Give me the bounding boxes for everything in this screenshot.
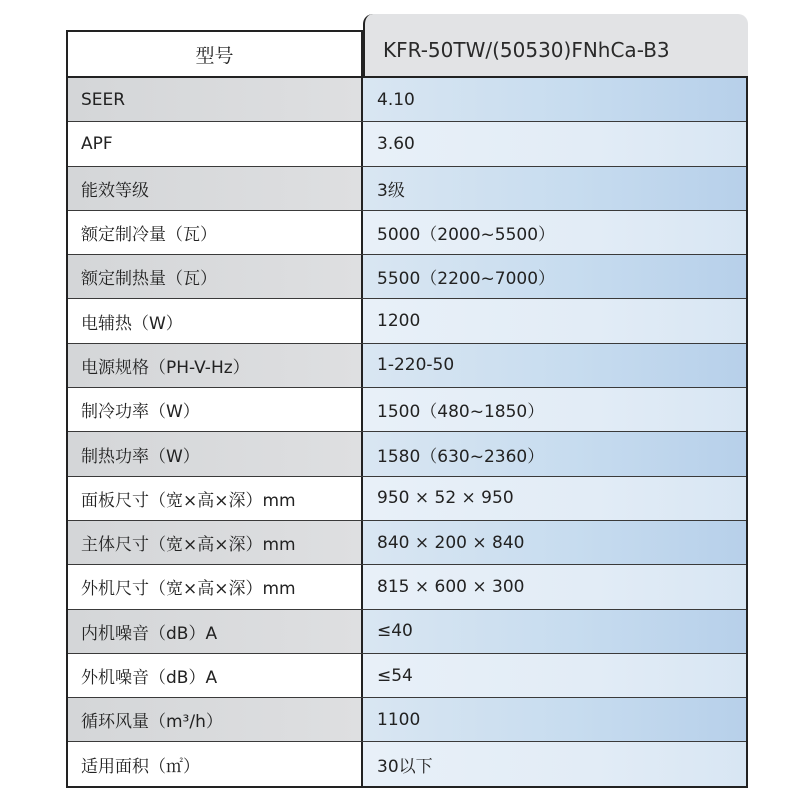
spec-value: 815 × 600 × 300 (363, 565, 746, 608)
spec-value: 950 × 52 × 950 (363, 477, 746, 520)
spec-label: 额定制冷量（瓦） (68, 211, 363, 254)
spec-table (66, 14, 748, 788)
table-row (68, 343, 746, 387)
spec-value: 1500（480~1850） (363, 388, 746, 431)
spec-value: 5500（2200~7000） (363, 255, 746, 298)
spec-label: 适用面积（㎡） (68, 742, 363, 785)
spec-label: APF (68, 122, 363, 165)
table-row (68, 254, 746, 298)
spec-value: 3级 (363, 167, 746, 210)
spec-label: 额定制热量（瓦） (68, 255, 363, 298)
table-row (68, 697, 746, 741)
table-row (68, 564, 746, 608)
spec-value: 3.60 (363, 122, 746, 165)
table-row (68, 121, 746, 165)
table-row (68, 387, 746, 431)
spec-label: 外机噪音（dB）A (68, 654, 363, 697)
spec-label: 内机噪音（dB）A (68, 610, 363, 653)
model-value: KFR-50TW/(50530)FNhCa-B3 (363, 14, 748, 76)
spec-value: 1100 (363, 698, 746, 741)
spec-value: 1580（630~2360） (363, 432, 746, 475)
table-row (68, 520, 746, 564)
spec-label: SEER (68, 78, 363, 121)
table-row (68, 210, 746, 254)
spec-label: 制热功率（W） (68, 432, 363, 475)
spec-label: 外机尺寸（宽×高×深）mm (68, 565, 363, 608)
spec-label: 循环风量（m³/h） (68, 698, 363, 741)
spec-label: 能效等级 (68, 167, 363, 210)
spec-value: 1-220-50 (363, 344, 746, 387)
table-row (68, 741, 746, 785)
spec-label: 制冷功率（W） (68, 388, 363, 431)
spec-value: 5000（2000~5500） (363, 211, 746, 254)
table-row (68, 166, 746, 210)
spec-value: ≤40 (363, 610, 746, 653)
table-row (68, 77, 746, 121)
table-row (68, 653, 746, 697)
table-row (68, 476, 746, 520)
spec-label: 面板尺寸（宽×高×深）mm (68, 477, 363, 520)
spec-label: 主体尺寸（宽×高×深）mm (68, 521, 363, 564)
spec-label: 电辅热（W） (68, 299, 363, 342)
spec-value: 840 × 200 × 840 (363, 521, 746, 564)
spec-value: 4.10 (363, 78, 746, 121)
table-row (68, 298, 746, 342)
table-row (68, 609, 746, 653)
spec-value: ≤54 (363, 654, 746, 697)
spec-value: 30以下 (363, 742, 746, 785)
model-label: 型号 (66, 30, 363, 76)
spec-value: 1200 (363, 299, 746, 342)
spec-label: 电源规格（PH-V-Hz） (68, 344, 363, 387)
table-row (68, 431, 746, 475)
table-header (66, 14, 748, 76)
table-body (66, 76, 748, 788)
